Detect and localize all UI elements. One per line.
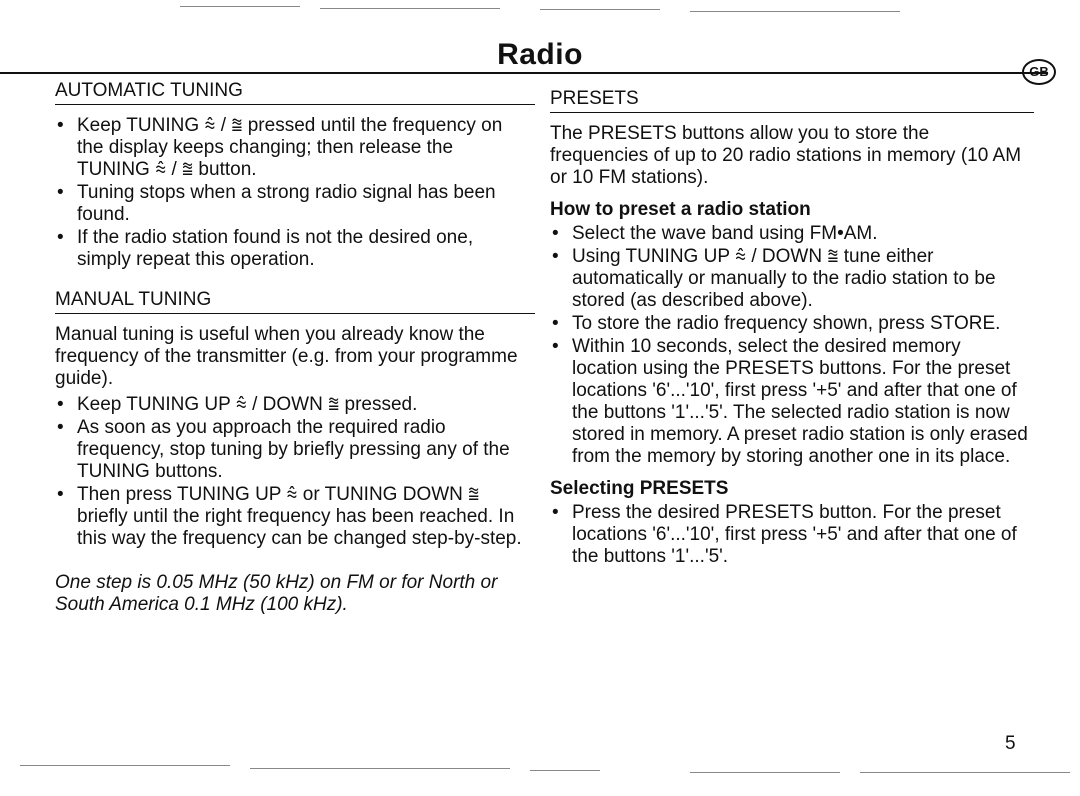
list-item-text: Tuning stops when a strong radio signal has been found.	[77, 182, 496, 225]
scan-artifact-bottom	[250, 768, 510, 769]
presets-heading: PRESETS	[550, 88, 1034, 113]
selecting-presets-heading: Selecting PRESETS	[550, 478, 729, 499]
list-item	[55, 227, 530, 271]
list-item-text: As soon as you approach the required radio frequency, stop tuning by briefly pressing any of the TUNING buttons.	[77, 417, 510, 482]
scan-artifact-top	[690, 11, 900, 12]
list-item	[550, 502, 1030, 568]
scan-artifact-bottom	[530, 770, 600, 771]
how-to-preset-heading: How to preset a radio station	[550, 199, 811, 220]
manual-tuning-list	[55, 394, 530, 550]
title-rule	[0, 72, 1048, 74]
list-item-text: Using TUNING UP ⩯ / DOWN ⩰ tune either automatically or manually to the radio station to be stored (as described above).	[572, 246, 996, 311]
bullet-icon: •	[57, 417, 64, 438]
bullet-icon: •	[552, 313, 559, 334]
scan-artifact-top	[320, 8, 500, 9]
scan-artifact-bottom	[690, 772, 840, 773]
scan-artifact-bottom	[20, 765, 230, 766]
language-badge: GB	[1022, 59, 1056, 85]
list-item	[55, 394, 530, 416]
scan-artifact-bottom	[860, 772, 1070, 773]
bullet-icon: •	[552, 223, 559, 244]
scan-artifact-top	[540, 9, 660, 10]
bullet-icon: •	[57, 484, 64, 505]
list-item-text: To store the radio frequency shown, press STORE.	[572, 313, 1001, 334]
automatic-tuning-heading: AUTOMATIC TUNING	[55, 80, 535, 105]
frequency-step-note: One step is 0.05 MHz (50 kHz) on FM or for North or South America 0.1 MHz (100 kHz).	[55, 572, 498, 615]
list-item-text: Within 10 seconds, select the desired memory location using the PRESETS buttons. For the preset locations '6'...'10', first press '+5' and after that one of the buttons '1'...'5'. The selected radio station is now stored in memory. A preset radio station is only erased from the memory by storing another one in its place.	[572, 336, 1028, 467]
bullet-icon: •	[552, 502, 559, 523]
list-item-text: If the radio station found is not the desired one, simply repeat this operation.	[77, 227, 474, 270]
list-item	[550, 223, 1030, 245]
list-item	[55, 417, 530, 483]
page-title: Radio	[497, 38, 583, 71]
list-item-text: Select the wave band using FM•AM.	[572, 223, 878, 244]
list-item	[550, 313, 1030, 335]
how-to-preset-list	[550, 223, 1030, 468]
bullet-icon: •	[552, 336, 559, 357]
manual-tuning-heading: MANUAL TUNING	[55, 289, 535, 314]
list-item	[55, 484, 530, 550]
list-item-text: Then press TUNING UP ⩯ or TUNING DOWN ⩰ briefly until the right frequency has been reached. In this way the frequency can be changed step-by-step.	[77, 484, 522, 549]
list-item-text: Press the desired PRESETS button. For the preset locations '6'...'10', first press '+5' and after that one of the buttons '1'...'5'.	[572, 502, 1017, 567]
right-column	[550, 88, 1030, 578]
bullet-icon: •	[57, 394, 64, 415]
manual-tuning-intro: Manual tuning is useful when you already know the frequency of the transmitter (e.g. from your programme guide).	[55, 324, 518, 389]
page-number: 5	[1005, 733, 1016, 754]
automatic-tuning-list	[55, 115, 530, 271]
bullet-icon: •	[57, 115, 64, 136]
left-column	[55, 80, 530, 616]
list-item	[55, 115, 530, 181]
selecting-presets-list	[550, 502, 1030, 568]
presets-intro: The PRESETS buttons allow you to store the frequencies of up to 20 radio stations in memory (10 AM or 10 FM stations).	[550, 123, 1022, 188]
list-item	[55, 182, 530, 226]
bullet-icon: •	[57, 227, 64, 248]
bullet-icon: •	[552, 246, 559, 267]
list-item	[550, 336, 1030, 468]
list-item	[550, 246, 1030, 312]
list-item-text: Keep TUNING ⩯ / ⩰ pressed until the frequency on the display keeps changing; then release the TUNING ⩯ / ⩰ button.	[77, 115, 503, 180]
scan-artifact-top	[180, 6, 300, 7]
bullet-icon: •	[57, 182, 64, 203]
list-item-text: Keep TUNING UP ⩯ / DOWN ⩰ pressed.	[77, 394, 418, 415]
